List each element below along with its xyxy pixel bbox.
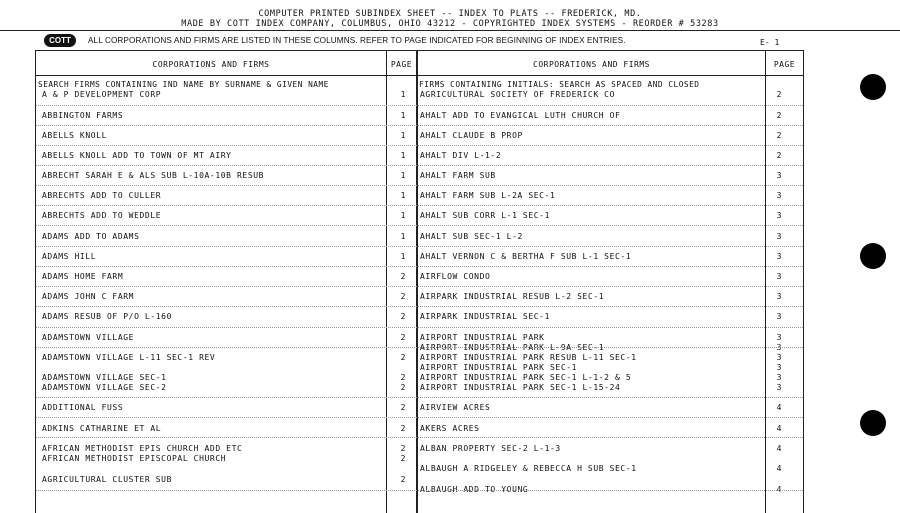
right-entry-name: AHALT FARM SUB L-2A SEC-1 <box>420 191 556 200</box>
left-entry-page: 1 <box>400 90 406 99</box>
right-entry-name: AHALT FARM SUB <box>420 171 496 180</box>
right-page-divider <box>765 50 766 513</box>
left-subheading: SEARCH FIRMS CONTAINING IND NAME BY SURNAME & GIVEN NAME <box>38 80 329 89</box>
left-entry-name: AFRICAN METHODIST EPISCOPAL CHURCH <box>42 454 227 463</box>
right-entry-page: 3 <box>776 292 782 301</box>
left-entry-name: AFRICAN METHODIST EPIS CHURCH ADD ETC <box>42 444 243 453</box>
right-entry-page: 4 <box>776 444 782 453</box>
row-divider <box>36 105 803 106</box>
left-entry-page: 2 <box>400 292 406 301</box>
left-entry-name: ABRECHTS ADD TO WEDDLE <box>42 211 162 220</box>
row-divider <box>36 397 803 398</box>
right-entry-name: AIRPORT INDUSTRIAL PARK <box>420 333 545 342</box>
right-entry-page: 3 <box>776 363 782 372</box>
left-entry-name: ABBINGTON FARMS <box>42 111 124 120</box>
left-entry-name: ADAMSTOWN VILLAGE SEC-1 <box>42 373 167 382</box>
left-column-heading: CORPORATIONS AND FIRMS <box>152 60 270 69</box>
row-divider <box>36 286 803 287</box>
sheet-number: E- 1 <box>760 38 780 47</box>
left-entry-page: 1 <box>400 211 406 220</box>
right-entry-name: ALBAUGH A RIDGELEY & REBECCA H SUB SEC-1 <box>420 464 637 473</box>
row-divider <box>36 306 803 307</box>
left-entry-page: 1 <box>400 151 406 160</box>
row-divider <box>36 165 803 166</box>
right-entry-page: 2 <box>776 90 782 99</box>
row-divider <box>36 266 803 267</box>
left-entry-name: ADDITIONAL FUSS <box>42 403 124 412</box>
right-entry-page: 3 <box>776 211 782 220</box>
left-entry-name: ADAMSTOWN VILLAGE L-11 SEC-1 REV <box>42 353 216 362</box>
right-entry-name: ALBAN PROPERTY SEC-2 L-1-3 <box>420 444 561 453</box>
right-entry-name: AIRPORT INDUSTRIAL PARK SEC-1 <box>420 363 578 372</box>
left-entry-name: ADAMSTOWN VILLAGE <box>42 333 135 342</box>
left-entry-name: ADKINS CATHARINE ET AL <box>42 424 162 433</box>
instructions-notice: ALL CORPORATIONS AND FIRMS ARE LISTED IN THESE COLUMNS. REFER TO PAGE INDICATED FOR BEGINNING OF INDEX ENTRIES. <box>88 36 626 45</box>
header-bottom-rule <box>35 50 803 51</box>
right-entry-page: 3 <box>776 343 782 352</box>
right-entry-name: AHALT SUB CORR L-1 SEC-1 <box>420 211 550 220</box>
right-entry-page: 4 <box>776 485 782 494</box>
row-divider <box>36 185 803 186</box>
left-entry-page: 1 <box>400 191 406 200</box>
row-divider <box>36 490 803 491</box>
right-entry-page: 3 <box>776 171 782 180</box>
right-entry-page: 3 <box>776 272 782 281</box>
left-entry-page: 2 <box>400 373 406 382</box>
colhead-bottom-rule <box>35 75 803 76</box>
row-divider <box>36 145 803 146</box>
right-entry-name: AIRPARK INDUSTRIAL RESUB L-2 SEC-1 <box>420 292 605 301</box>
punch-hole-bottom <box>860 410 886 436</box>
punch-hole-top <box>860 74 886 100</box>
left-entry-name: ADAMSTOWN VILLAGE SEC-2 <box>42 383 167 392</box>
right-column-heading: CORPORATIONS AND FIRMS <box>533 60 650 69</box>
left-entry-name: ABRECHT SARAH E & ALS SUB L-10A-10B RESUB <box>42 171 265 180</box>
right-entry-page: 4 <box>776 464 782 473</box>
right-entry-name: AIRPORT INDUSTRIAL PARK SEC-1 L-15-24 <box>420 383 621 392</box>
left-page-heading: PAGE <box>390 60 413 69</box>
right-entry-name: AGRICULTURAL SOCIETY OF FREDERICK CO <box>420 90 615 99</box>
right-entry-page: 3 <box>776 383 782 392</box>
right-entry-name: AIRPARK INDUSTRIAL SEC-1 <box>420 312 550 321</box>
left-entry-page: 2 <box>400 424 406 433</box>
right-entry-name: AIRPORT INDUSTRIAL PARK RESUB L-11 SEC-1 <box>420 353 637 362</box>
right-frame <box>803 50 804 513</box>
left-entry-name: ABELLS KNOLL <box>42 131 107 140</box>
row-divider <box>36 225 803 226</box>
left-frame <box>35 50 36 513</box>
top-rule <box>0 30 900 31</box>
right-entry-name: AIRPORT INDUSTRIAL PARK SEC-1 L-1-2 & 5 <box>420 373 632 382</box>
left-entry-name: ADAMS JOHN C FARM <box>42 292 135 301</box>
right-entry-page: 3 <box>776 312 782 321</box>
left-entry-name: AGRICULTURAL CLUSTER SUB <box>42 475 172 484</box>
left-entry-page: 1 <box>400 232 406 241</box>
right-entry-page: 2 <box>776 111 782 120</box>
left-entry-page: 2 <box>400 312 406 321</box>
left-entry-page: 2 <box>400 454 406 463</box>
right-page-heading: PAGE <box>773 60 796 69</box>
left-entry-name: ADAMS RESUB OF P/O L-160 <box>42 312 172 321</box>
left-entry-page: 1 <box>400 131 406 140</box>
right-subheading: FIRMS CONTAINING INITIALS: SEARCH AS SPACED AND CLOSED <box>419 80 700 89</box>
mid-divider <box>416 50 418 513</box>
right-entry-name: AKERS ACRES <box>420 424 480 433</box>
punch-hole-middle <box>860 243 886 269</box>
publisher-line: MADE BY COTT INDEX COMPANY, COLUMBUS, OHIO 43212 - COPYRIGHTED INDEX SYSTEMS - REORDER # 53283 <box>181 19 719 29</box>
left-entry-page: 2 <box>400 333 406 342</box>
left-entry-page: 2 <box>400 383 406 392</box>
right-entry-name: AIRFLOW CONDO <box>420 272 491 281</box>
row-divider <box>36 246 803 247</box>
right-entry-name: ALBAUGH ADD TO YOUNG <box>420 485 529 494</box>
left-entry-name: ABELLS KNOLL ADD TO TOWN OF MT AIRY <box>42 151 232 160</box>
left-entry-name: ADAMS HOME FARM <box>42 272 124 281</box>
right-entry-page: 3 <box>776 373 782 382</box>
left-entry-page: 2 <box>400 403 406 412</box>
left-entry-page: 2 <box>400 353 406 362</box>
left-entry-page: 1 <box>400 252 406 261</box>
row-divider <box>36 205 803 206</box>
left-entry-name: ABRECHTS ADD TO CULLER <box>42 191 162 200</box>
left-entry-page: 2 <box>400 272 406 281</box>
right-entry-name: AIRPORT INDUSTRIAL PARK L-9A SEC-1 <box>420 343 605 352</box>
right-entry-page: 2 <box>776 151 782 160</box>
right-entry-page: 3 <box>776 191 782 200</box>
right-entry-name: AHALT DIV L-1-2 <box>420 151 502 160</box>
row-divider <box>36 347 803 348</box>
right-entry-name: AHALT SUB SEC-1 L-2 <box>420 232 523 241</box>
sheet-title: COMPUTER PRINTED SUBINDEX SHEET -- INDEX TO PLATS -- FREDERICK, MD. <box>258 9 642 19</box>
left-entry-page: 1 <box>400 111 406 120</box>
left-entry-page: 1 <box>400 171 406 180</box>
right-entry-page: 3 <box>776 353 782 362</box>
left-entry-page: 2 <box>400 475 406 484</box>
right-entry-name: AHALT CLAUDE B PROP <box>420 131 523 140</box>
right-entry-page: 3 <box>776 333 782 342</box>
right-entry-page: 3 <box>776 232 782 241</box>
right-entry-name: AHALT VERNON C & BERTHA F SUB L-1 SEC-1 <box>420 252 632 261</box>
left-entry-name: ADAMS ADD TO ADAMS <box>42 232 140 241</box>
right-entry-name: AIRVIEW ACRES <box>420 403 491 412</box>
row-divider <box>36 327 803 328</box>
left-entry-name: ADAMS HILL <box>42 252 97 261</box>
right-entry-page: 4 <box>776 403 782 412</box>
row-divider <box>36 125 803 126</box>
right-entry-page: 4 <box>776 424 782 433</box>
cott-logo: COTT <box>44 34 76 47</box>
left-entry-page: 2 <box>400 444 406 453</box>
right-entry-page: 3 <box>776 252 782 261</box>
row-divider <box>36 417 803 418</box>
row-divider <box>36 437 803 438</box>
left-entry-name: A & P DEVELOPMENT CORP <box>42 90 162 99</box>
left-page-divider <box>386 50 387 513</box>
right-entry-name: AHALT ADD TO EVANGICAL LUTH CHURCH OF <box>420 111 621 120</box>
right-entry-page: 2 <box>776 131 782 140</box>
